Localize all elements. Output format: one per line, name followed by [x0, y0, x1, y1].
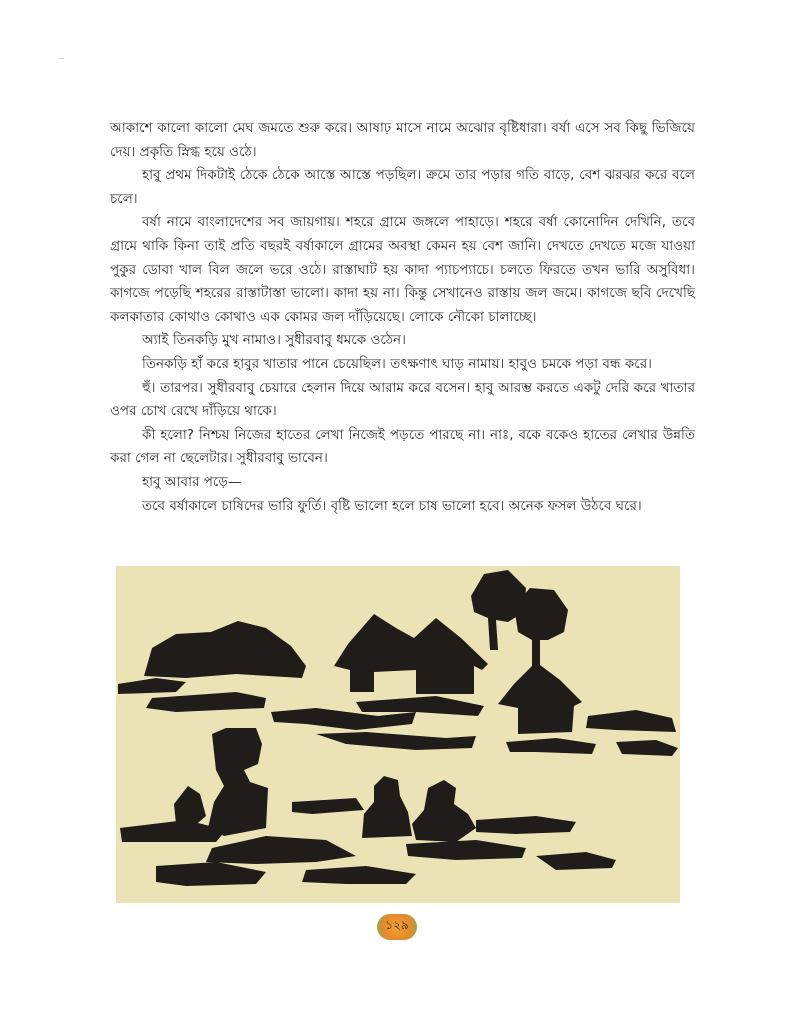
water-stroke-16	[536, 852, 616, 870]
water-stroke-7	[506, 738, 596, 754]
story-text	[110, 117, 695, 518]
tree-right	[514, 588, 568, 676]
water-stroke-1	[118, 678, 186, 694]
paragraph-2: হাবু প্রথম দিকটাই ঠেকে ঠেকে আস্তে আস্তে পড়ছিল। ক্রমে তার পড়ার গতি বাড়ে, বেশ ঝরঝর করে বলে চলে।	[110, 167, 695, 207]
village-flood-artwork	[116, 566, 680, 903]
paragraph-8: হাবু আবার পড়ে—	[142, 473, 242, 490]
hut-center	[334, 614, 488, 694]
water-stroke-4	[356, 696, 484, 716]
paragraph-4: অ্যাই তিনকড়ি মুখ নামাও। সুধীরবাবু ধমকে ওঠেন।	[142, 332, 406, 349]
water-stroke-10	[476, 816, 576, 834]
person-right	[412, 780, 476, 842]
water-stroke-6	[586, 710, 676, 732]
paragraph-3: বর্ষা নামে বাংলাদেশের সব জায়গায়। শহরে গ্রামে জঙ্গলে পাহাড়ে। শহরে বর্ষা কোনোদিন দেখিনি, তবে গ্রামে থাকি কিনা তাই প্রতি বছরই বর্ষাকালে গ্রামের অবস্থা কেমন হয় বেশ জানি। দেখতে দেখতে মজে যাওয়া পুকুর ডোবা খাল বিল জলে ভরে ওঠে। রাস্তাঘাট হয় কাদা প্যাচপ্যাচে। চলতে ফিরতে তখন ভারি অসুবিধা। কাগজে পড়েছি শহরের রাস্তাটাস্তা ভালো। কাদা হয় না। কিন্তু সেখানেও রাস্তায় জল জমে। কাগজে ছবি দেখেছি কলকাতার কোথাও কোথাও এক কোমর জল দাঁড়িয়েছে। লোকে নৌকো চালাচ্ছে।	[110, 214, 695, 325]
paragraph-9: তবে বর্ষাকালে চাষিদের ভারি ফুর্তি। বৃষ্টি ভালো হলে চাষ ভালো হবে। অনেক ফসল উঠবে ঘরে।	[142, 497, 642, 514]
water-stroke-2	[146, 692, 266, 712]
page-number: ১২৯	[385, 918, 409, 932]
water-stroke-14	[156, 862, 266, 886]
page-corner-mark	[58, 58, 64, 59]
water-stroke-8	[616, 740, 678, 756]
paragraph-1: আকাশে কালো কালো মেঘ জমতে শুরু করে। আষাঢ় মাসে নামে অঝোর বৃষ্টিধারা। বর্ষা এসে সব কিছু ভিজিয়ে দেয়। প্রকৃতি স্নিগ্ধ হয়ে ওঠে।	[110, 120, 695, 160]
page-number-badge	[377, 914, 417, 940]
hut-right	[498, 662, 582, 734]
water-stroke-11	[406, 840, 526, 860]
paragraph-6: হুঁ। তারপর। সুধীরবাবু চেয়ারে হেলান দিয়ে আরাম করে বসেন। হাবু আরম্ভ করতে একটু দেরি করে খাতার ওপর চোখ রেখে দাঁড়িয়ে থাকে।	[110, 379, 695, 420]
water-stroke-9	[292, 798, 364, 814]
water-stroke-13	[206, 836, 356, 864]
person-carrying-load	[208, 728, 268, 836]
paragraph-7: কী হলো? নিশ্চয় নিজের হাতের লেখা নিজেই পড়তে পারছে না। নাঃ, বকে বকেও হাতের লেখার উন্নতি করা গেল না ছেলেটার। সুধীরবাবু ভাবেন।	[110, 426, 695, 467]
person-center	[362, 776, 412, 838]
monsoon-village-illustration	[116, 566, 680, 903]
water-stroke-15	[302, 866, 416, 884]
water-stroke-5	[316, 732, 476, 750]
paragraph-5: তিনকড়ি হাঁ করে হাবুর খাতার পানে চেয়েছিল। তৎক্ষণাৎ ঘাড় নামায়। হাবুও চমকে পড়া বন্ধ করে।	[142, 355, 652, 372]
hill-left	[144, 621, 306, 678]
